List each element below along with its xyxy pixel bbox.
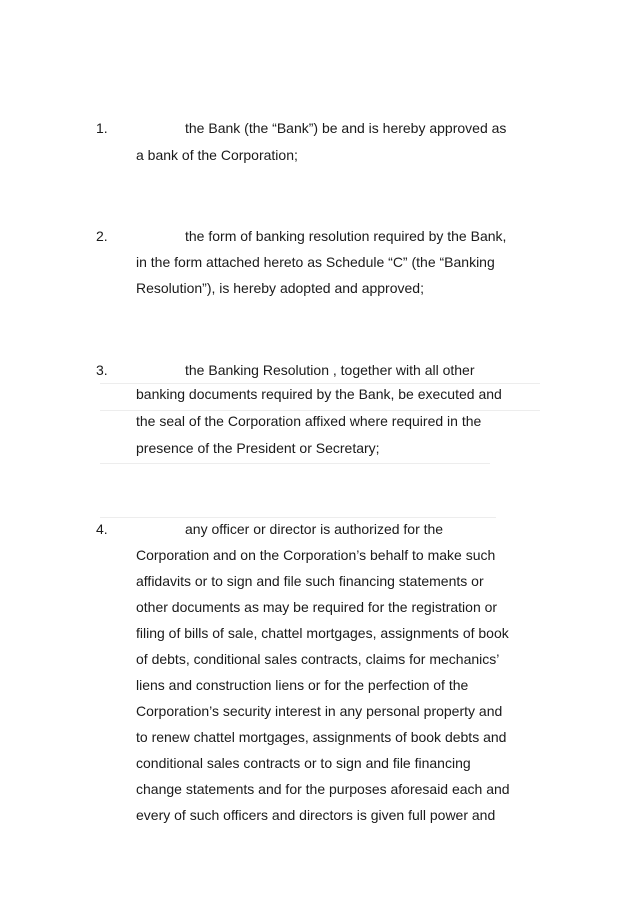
item-line: any officer or director is authorized for the (185, 521, 444, 537)
item-line: change statements and for the purposes aforesaid each and (136, 781, 510, 797)
item-line: of debts, conditional sales contracts, claims for mechanics’ (136, 651, 500, 667)
item-number: 1. (96, 120, 108, 136)
item-line: conditional sales contracts or to sign and file financing (136, 755, 471, 771)
item-line: in the form attached hereto as Schedule “C” (the “Banking (136, 254, 495, 270)
item-line: the form of banking resolution required by the Bank, (185, 228, 507, 244)
divider (100, 517, 496, 518)
item-line: every of such officers and directors is given full power and (136, 807, 496, 823)
item-line: the seal of the Corporation affixed where required in the (136, 413, 482, 429)
item-line: affidavits or to sign and file such financing statements or (136, 573, 484, 589)
item-number: 2. (96, 228, 108, 244)
item-line: banking documents required by the Bank, be executed and (136, 386, 502, 402)
item-line: Corporation and on the Corporation’s behalf to make such (136, 547, 496, 563)
item-number: 3. (96, 362, 108, 378)
item-line: the Bank (the “Bank”) be and is hereby approved as (185, 120, 507, 136)
item-number: 4. (96, 521, 108, 537)
divider (100, 383, 540, 384)
item-line: the Banking Resolution , together with all other (185, 362, 475, 378)
divider (100, 410, 540, 411)
item-line: Corporation’s security interest in any personal property and (136, 703, 503, 719)
item-line: to renew chattel mortgages, assignments of book debts and (136, 729, 507, 745)
item-line: a bank of the Corporation; (136, 147, 298, 163)
item-line: other documents as may be required for the registration or (136, 599, 498, 615)
item-line: liens and construction liens or for the perfection of the (136, 677, 469, 693)
divider (100, 463, 490, 464)
item-line: presence of the President or Secretary; (136, 440, 380, 456)
item-line: Resolution”), is hereby adopted and approved; (136, 280, 424, 296)
item-line: filing of bills of sale, chattel mortgages, assignments of book (136, 625, 509, 641)
